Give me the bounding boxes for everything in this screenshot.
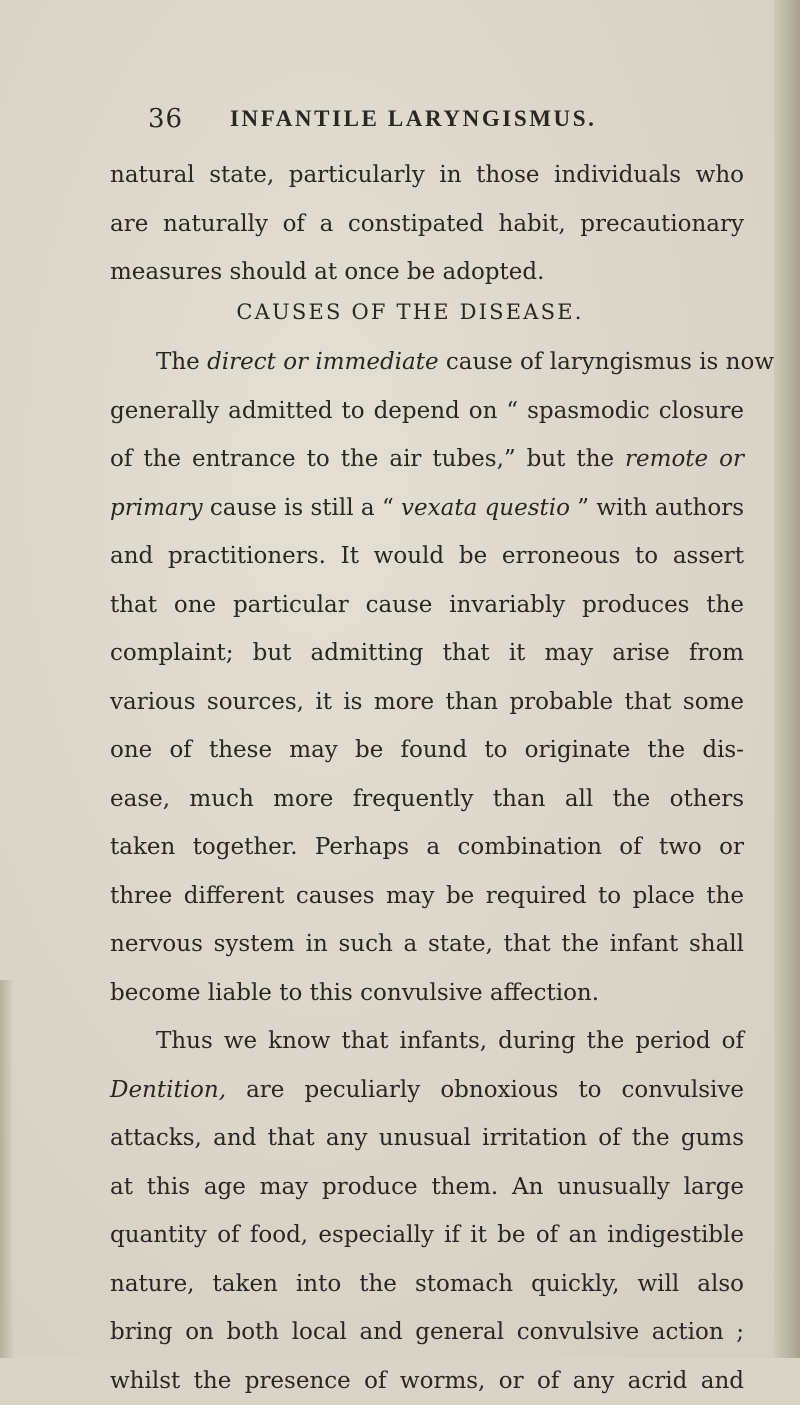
text-line: quantity of food, especially if it be of an indigestible [110, 1211, 744, 1260]
text-line: become liable to this convulsive affection. [110, 969, 744, 1018]
text-line: that one particular cause invariably produces the [110, 581, 744, 630]
page-edge-left [0, 980, 14, 1358]
text-line: nervous system in such a state, that the infant shall [110, 920, 744, 969]
text-line: generally admitted to depend on “ spasmodic closure [110, 387, 744, 436]
text-line: are naturally of a constipated habit, precautionary [110, 200, 744, 249]
text-line: at this age may produce them. An unusually large [110, 1163, 744, 1212]
text-line: Thus we know that infants, during the period of [110, 1017, 744, 1066]
page-edge-right [774, 0, 800, 1358]
page-number: 36 [148, 104, 183, 134]
text-line: one of these may be found to originate the dis- [110, 726, 744, 775]
intro-paragraph [110, 151, 744, 297]
text-line: bring on both local and general convulsive action ; [110, 1308, 744, 1357]
text-line: measures should at once be adopted. [110, 248, 744, 297]
running-title: INFANTILE LARYNGISMUS. [230, 106, 597, 132]
text-line: Dentition, are peculiarly obnoxious to convulsive [110, 1066, 744, 1115]
page-header [148, 104, 768, 144]
text-line: The direct or immediate cause of laryngismus is now [110, 338, 744, 387]
text-line: complaint; but admitting that it may arise from [110, 629, 744, 678]
text-line: three different causes may be required to place the [110, 872, 744, 921]
text-line: primary cause is still a “ vexata questio ” with authors [110, 484, 744, 533]
text-line: natural state, particularly in those individuals who [110, 151, 744, 200]
text-line: and practitioners. It would be erroneous to assert [110, 532, 744, 581]
text-line: attacks, and that any unusual irritation of the gums [110, 1114, 744, 1163]
text-line: nature, taken into the stomach quickly, will also [110, 1260, 744, 1309]
text-line: whilst the presence of worms, or of any acrid and [110, 1357, 744, 1405]
causes-text [110, 338, 744, 1405]
text-line: taken together. Perhaps a combination of two or [110, 823, 744, 872]
text-line: various sources, it is more than probable that some [110, 678, 744, 727]
text-line: ease, much more frequently than all the others [110, 775, 744, 824]
section-heading: CAUSES OF THE DISEASE. [0, 300, 800, 324]
text-line: of the entrance to the air tubes,” but the remote or [110, 435, 744, 484]
